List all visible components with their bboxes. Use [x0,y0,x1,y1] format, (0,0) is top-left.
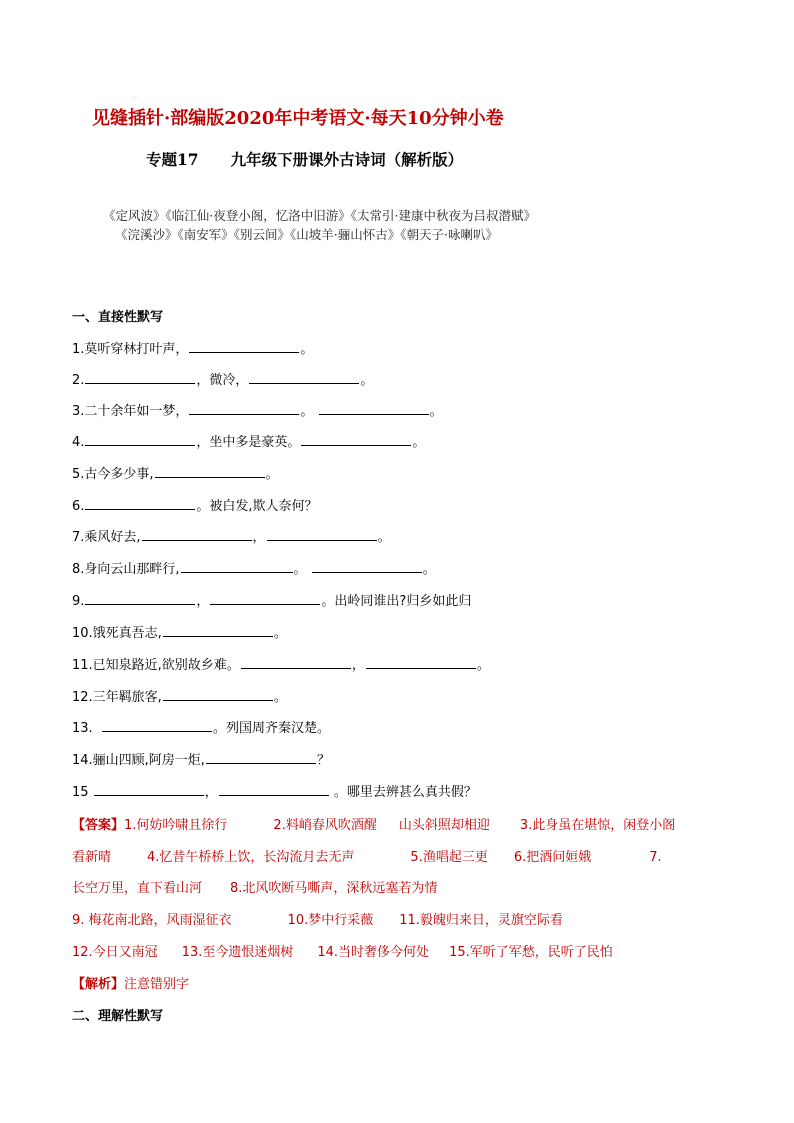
answer-line-5: 12.今日又南冠 13.至今遗恨迷烟树 14.当时奢侈今何处 15.军听了军愁，民听了民怕 [72,945,613,960]
answer-blank[interactable] [189,340,299,353]
question-7: 7.乘风好去, ， 。 [72,530,391,545]
section-direct-recitation: 一、直接性默写 [72,310,164,325]
answer-line-2: 看新晴 4.忆昔午桥桥上饮，长沟流月去无声 5.渔唱起三更 6.把酒问姮娥 7. [72,850,662,865]
answer-blank[interactable] [319,402,429,415]
analysis-text: 注意错别字 [124,977,190,992]
answer-blank[interactable] [267,528,377,541]
answer-blank[interactable] [85,371,195,384]
answer-blank[interactable] [219,783,329,796]
answer-line-1: 【答案】1.何妨吟啸且徐行 2.料峭春风吹酒醒 山头斜照却相迎 3.此身虽在堪惊，闲登小阁 [72,818,676,833]
answer-blank[interactable] [85,433,195,446]
question-11: 11.已知泉路近,欲别故乡难。 ， 。 [72,658,490,673]
question-13: 13. 。列国周齐秦汉楚。 [72,721,330,736]
section-understanding-recitation: 二、理解性默写 [72,1009,164,1024]
question-6: 6. 。被白发,欺人奈何？ [72,499,318,514]
question-1: 1.莫听穿林打叶声， 。 [72,342,314,357]
answer-blank[interactable] [163,624,273,637]
answer-blank[interactable] [85,592,195,605]
question-4: 4. ，坐中多是豪英。 。 [72,435,426,450]
answer-blank[interactable] [189,402,299,415]
answer-blank[interactable] [210,592,320,605]
answer-blank[interactable] [155,465,265,478]
answer-blank[interactable] [366,656,476,669]
analysis-line [72,973,189,992]
question-9: 9. ， 。出岭同谁出?归乡如此归 [72,594,472,609]
analysis-tag: 【解析】 [72,977,125,992]
question-8: 8.身向云山那畔行, 。 。 [72,562,436,577]
answer-blank[interactable] [181,560,293,573]
answer-line-3: 长空万里，直下看山河 8.北风吹断马嘶声，深秋远塞若为情 [72,881,438,896]
question-2: 2. ，微冷， 。 [72,373,374,388]
poem-list-line-1: 《定风波》《临江仙·夜登小阁，忆洛中旧游》《太常引·建康中秋夜为吕叔潜赋》 [103,208,536,223]
answer-tag: 【答案】 [72,818,125,833]
answer-blank[interactable] [241,656,351,669]
answer-blank[interactable] [163,688,273,701]
answer-blank[interactable] [102,719,212,732]
document-title: 见缝插针·部编版2020年中考语文·每天10分钟小卷 [92,108,504,129]
answer-blank[interactable] [249,371,359,384]
question-10: 10.饿死真吾志, 。 [72,626,287,641]
question-12: 12.三年羁旅客, 。 [72,690,287,705]
poem-list-line-2: 《浣溪沙》《南安军》《别云间》《山坡羊·骊山怀古》《朝天子·咏喇叭》 [115,227,498,242]
answer-blank[interactable] [301,433,411,446]
answer-line-4: 9. 梅花南北路，风雨湿征衣 10.梦中行采薇 11.毅魄归来日，灵旗空际看 [72,913,563,928]
question-3: 3.二十余年如一梦， 。 。 [72,404,443,419]
topic-number: 专题17 [146,150,199,169]
answer-blank[interactable] [85,497,195,510]
topic-name: 九年级下册课外古诗词（解析版） [230,150,464,169]
question-5: 5.古今多少事, 。 [72,467,279,482]
question-14: 14.骊山四顾,阿房一炬, ？ [72,753,330,768]
question-15: 15 ， 。哪里去辨甚么真共假？ [72,785,477,800]
topic-subtitle [146,148,463,170]
answer-blank[interactable] [312,560,422,573]
answer-blank[interactable] [206,751,316,764]
answer-blank[interactable] [94,783,204,796]
answer-blank[interactable] [142,528,252,541]
